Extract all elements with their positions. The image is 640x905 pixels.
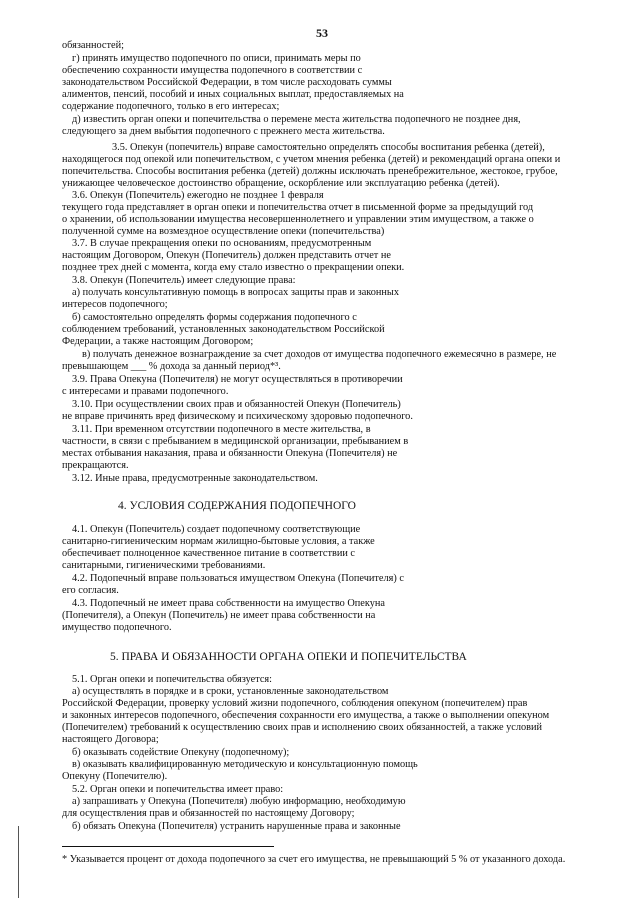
text-line: местах отбывания наказания, права и обязанности Опекуна (Попечителя) не [62, 448, 398, 459]
text-line: в) получать денежное вознаграждение за счет доходов от имущества подопечного ежемесячно в размере, не [82, 349, 557, 360]
text-line: соблюдением требований, установленных законодательством Российской [62, 324, 385, 335]
text-line: санитарными, гигиеническими требованиями. [62, 560, 266, 571]
text-line: законодательством Российской Федерации, в том числе расходовать суммы [62, 77, 392, 88]
text-line: следующего за днем выбытия подопечного с прежнего места жительства. [62, 126, 385, 137]
text-line: Опекуну (Попечителю). [62, 771, 168, 782]
text-line: Федерации, а также настоящим Договором; [62, 336, 254, 347]
footnote-divider [62, 846, 274, 847]
text-line: обязанностей; [62, 40, 124, 51]
text-line: его согласия. [62, 585, 119, 596]
text-line: настоящего Договора; [62, 734, 159, 745]
text-line: для осуществления прав и обязанностей по настоящему Договору; [62, 808, 355, 819]
text-line: интересов подопечного; [62, 299, 168, 310]
text-line: д) известить орган опеки и попечительства о перемене места жительства подопечного не позднее дня, [72, 114, 521, 125]
text-line: 3.9. Права Опекуна (Попечителя) не могут осуществляться в противоречии [72, 374, 403, 385]
text-line: настоящим Договором, Опекун (Попечитель) должен представить отчет не [62, 250, 391, 261]
text-line: 3.12. Иные права, предусмотренные законодательством. [72, 473, 318, 484]
section-heading: 5. ПРАВА И ОБЯЗАННОСТИ ОРГАНА ОПЕКИ И ПОПЕЧИТЕЛЬСТВА [110, 651, 467, 663]
text-line: 4.3. Подопечный не имеет права собственности на имущество Опекуна [72, 598, 385, 609]
text-line: частности, в связи с пребыванием в медицинской организации, пребыванием в [62, 436, 409, 447]
scan-edge-mark [18, 826, 19, 898]
text-line: не вправе причинять вред физическому и психическому здоровью подопечного. [62, 411, 413, 422]
text-line: превышающем ___ % дохода за данный период*³. [62, 361, 281, 372]
text-line: 3.5. Опекун (попечитель) вправе самостоятельно определять способы воспитания ребенка (детей), [112, 142, 545, 153]
text-line: 5.2. Орган опеки и попечительства имеет право: [72, 784, 284, 795]
text-line: 4.1. Опекун (Попечитель) создает подопечному соответствующие [72, 524, 361, 535]
text-line: обеспечивает полноценное качественное питание в соответствии с [62, 548, 355, 559]
text-line: 5.1. Орган опеки и попечительства обязуется: [72, 674, 272, 685]
text-line: обеспечению сохранности имущества подопечного в соответствии с [62, 65, 363, 76]
text-line: 3.6. Опекун (Попечитель) ежегодно не позднее 1 февраля [72, 190, 324, 201]
text-line: позднее трех дней с момента, когда ему стало известно о прекращении опеки. [62, 262, 405, 273]
text-line: Российской Федерации, проверку условий жизни подопечного, соблюдения опекуном (попечителем) прав [62, 698, 528, 709]
page-number: 53 [316, 26, 328, 40]
text-line: текущего года представляет в орган опеки и попечительства отчет в письменной форме за предыдущий год [62, 202, 534, 213]
text-line: с интересами и правами подопечного. [62, 386, 229, 397]
text-line: полученной сумме на возмездное осуществление опеки (попечительства) [62, 226, 385, 237]
text-line: а) получать консультативную помощь в вопросах защиты прав и законных [72, 287, 400, 298]
text-line: а) запрашивать у Опекуна (Попечителя) любую информацию, необходимую [72, 796, 406, 807]
text-line: находящегося под опекой или попечительством, с учетом мнения ребенка (детей) и рекомендаций органа опеки и [62, 154, 561, 165]
text-line: и законных интересов подопечного, обеспечения сохранности его имущества, а также о выполнении опекуном [62, 710, 550, 721]
text-line: алиментов, пенсий, пособий и иных социальных выплат, предоставляемых на [62, 89, 404, 100]
text-line: прекращаются. [62, 460, 129, 471]
text-line: (Попечителем) требований к осуществлению своих прав и исполнению своих обязанностей, а также условий [62, 722, 543, 733]
text-line: о хранении, об использовании имущества несовершеннолетнего и управлении этим имуществом, а также о [62, 214, 534, 225]
text-line: попечительства. Способы воспитания ребенка (детей) должны исключать пренебрежительное, жестокое, грубое, [62, 166, 558, 177]
text-line: 3.10. При осуществлении своих прав и обязанностей Опекун (Попечитель) [72, 399, 401, 410]
text-line: (Попечителя), а Опекун (Попечитель) не имеет права собственности на [62, 610, 376, 621]
text-line: б) самостоятельно определять формы содержания подопечного с [72, 312, 357, 323]
footnote: * Указывается процент от дохода подопечного за счет его имущества, не превышающий 5 % от указанного дохода. [62, 854, 566, 865]
text-line: в) оказывать квалифицированную методическую и консультационную помощь [72, 759, 418, 770]
text-line: а) осуществлять в порядке и в сроки, установленные законодательством [72, 686, 389, 697]
text-line: унижающее человеческое достоинство обращение, оскорбление или эксплуатацию ребенка (детей). [62, 178, 500, 189]
text-line: 3.8. Опекун (Попечитель) имеет следующие права: [72, 275, 296, 286]
text-line: б) оказывать содействие Опекуну (подопечному); [72, 747, 290, 758]
text-line: содержание подопечного, только в его интересах; [62, 101, 280, 112]
text-line: г) принять имущество подопечного по описи, принимать меры по [72, 53, 361, 64]
text-line: имущество подопечного. [62, 622, 172, 633]
section-heading: 4. УСЛОВИЯ СОДЕРЖАНИЯ ПОДОПЕЧНОГО [118, 500, 356, 512]
text-line: санитарно-гигиеническим нормам жилищно-бытовые условия, а также [62, 536, 375, 547]
text-line: 3.7. В случае прекращения опеки по основаниям, предусмотренным [72, 238, 372, 249]
text-line: б) обязать Опекуна (Попечителя) устранить нарушенные права и законные [72, 821, 401, 832]
text-line: 4.2. Подопечный вправе пользоваться имуществом Опекуна (Попечителя) с [72, 573, 404, 584]
text-line: 3.11. При временном отсутствии подопечного в месте жительства, в [72, 424, 371, 435]
